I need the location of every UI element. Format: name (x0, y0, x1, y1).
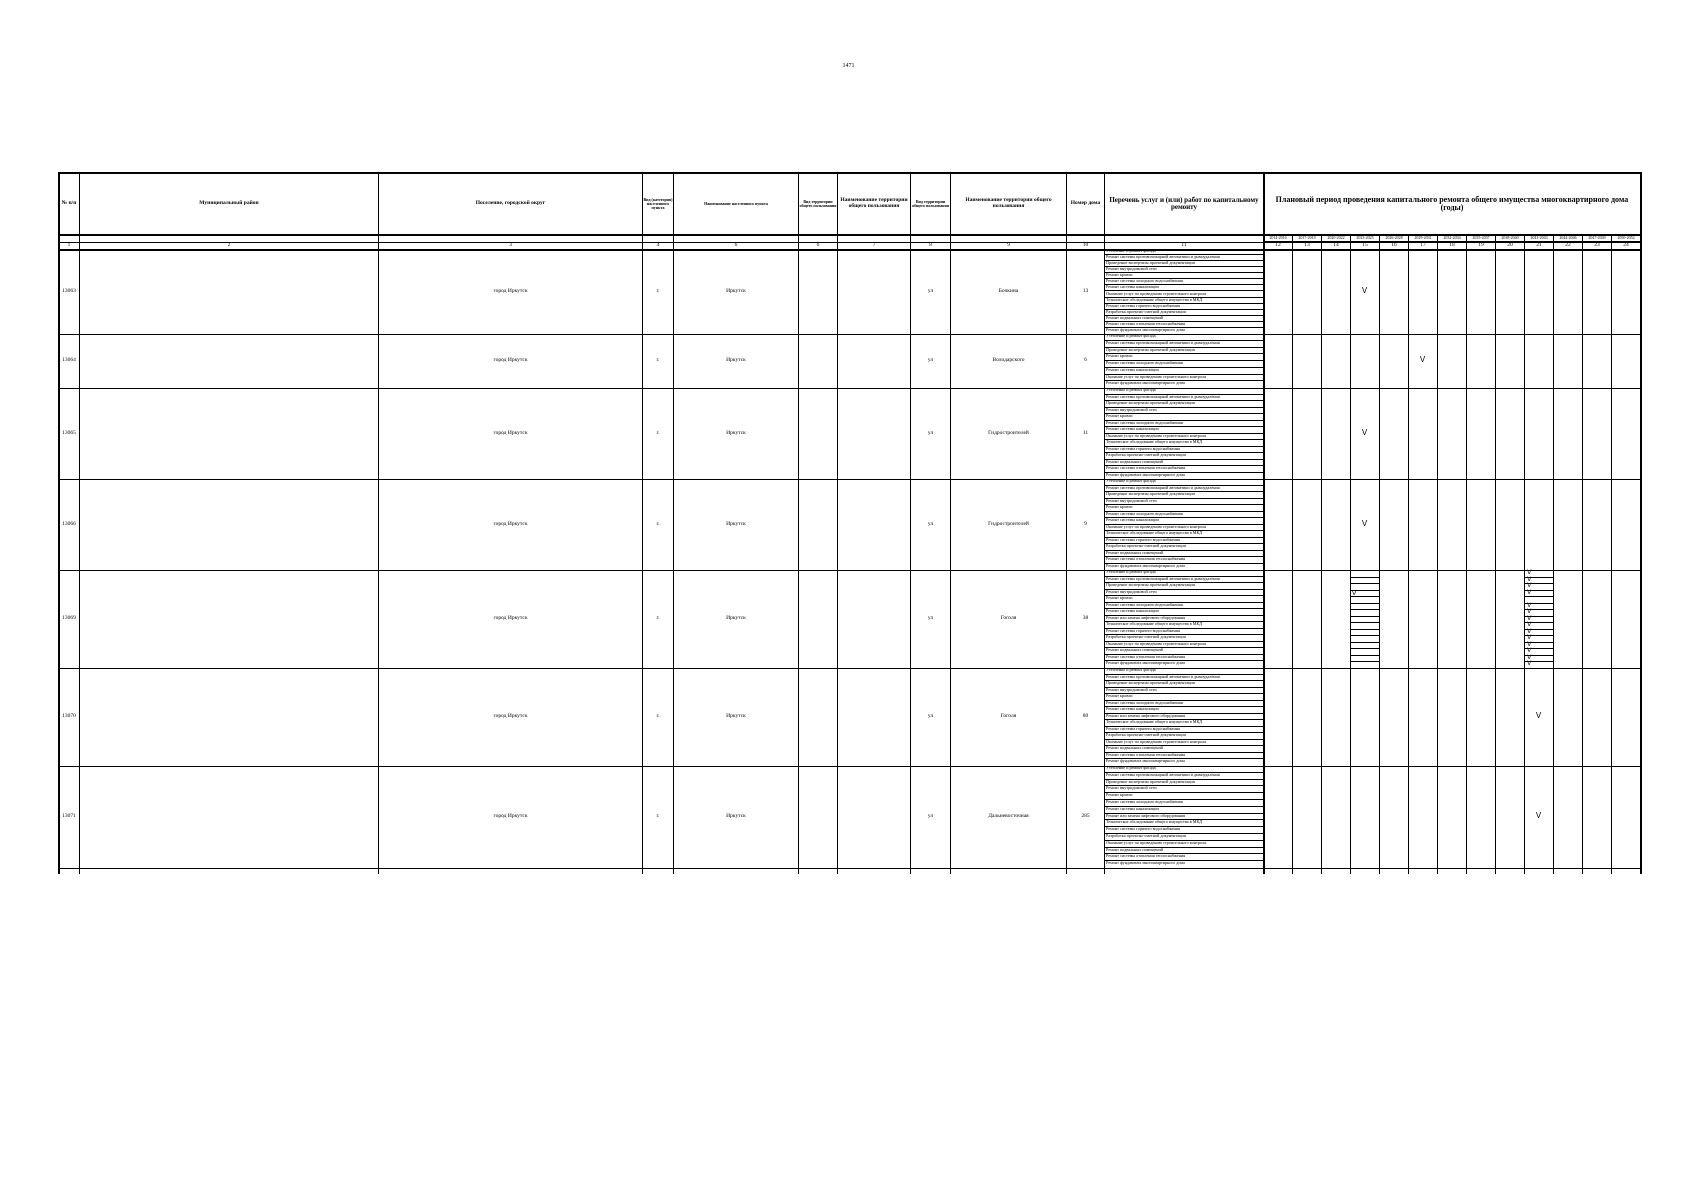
locality-name: Иркутск (726, 357, 746, 364)
schedule-mark: V (1527, 601, 1532, 609)
schedule-mark: V (1527, 627, 1532, 635)
work-item: Ремонт кровли (1105, 273, 1263, 279)
work-item: Ремонт фундамента многоквартирного дома (1106, 661, 1185, 666)
work-item: Ремонт подвальных помещений (1105, 648, 1263, 655)
work-item: Ремонт системы канализации (1105, 707, 1263, 714)
work-item: Оказание услуг по проведению строительного контроля (1105, 375, 1263, 382)
work-item: Ремонт системы отопления теплоснабжения (1105, 655, 1263, 662)
column-rule-19 (1495, 234, 1496, 874)
column-rule-17 (1437, 234, 1438, 874)
work-item: Техническое обследование общего имущества в МКД (1105, 720, 1263, 727)
work-item: Ремонт системы противопожарной автоматики и дымоудаления (1105, 486, 1263, 493)
work-item: Ремонт системы холодного водоснабжения (1105, 512, 1263, 519)
column-number: 19 (1478, 242, 1484, 248)
work-item: Проведение экспертизы проектной документации (1105, 261, 1263, 267)
work-item: Оказание услуг по проведению строительного контроля (1105, 642, 1263, 649)
sub-rule (1350, 661, 1379, 662)
street-name: Гоголя (1000, 713, 1017, 720)
work-item: Утепление и ремонт фасада (1105, 249, 1263, 255)
column-number: 15 (1362, 242, 1368, 248)
work-item: Разработка проектно-сметной документации (1105, 733, 1263, 740)
locality-type: г. (656, 615, 660, 622)
work-item: Ремонт фундамента многоквартирного дома (1106, 327, 1185, 332)
work-item: Техническое обследование общего имущества в МКД (1105, 298, 1263, 304)
work-item: Техническое обследование общего имущества в МКД (1105, 440, 1263, 447)
work-item: Разработка проектно-сметной документации (1105, 544, 1263, 551)
house-number: 9 (1084, 520, 1087, 527)
column-number: 12 (1275, 242, 1281, 248)
locality-type: г. (656, 813, 660, 820)
row-rule (58, 668, 1640, 669)
work-item: Ремонт системы канализации (1105, 609, 1263, 616)
header-col-works: Перечень услуг и (или) работ по капитальному ремонту (1109, 195, 1259, 211)
work-item: Ремонт кровли (1105, 505, 1263, 512)
year-label: 2020-2022 (1327, 235, 1345, 241)
column-rule-18 (1466, 234, 1467, 874)
column-rule-13 (1321, 234, 1322, 874)
work-item: Оказание услуг по проведению строительного контроля (1105, 740, 1263, 747)
work-item: Утепление и ремонт фасада (1105, 766, 1263, 773)
column-rule-21 (1553, 234, 1554, 874)
column-rule-22 (1582, 234, 1583, 874)
house-number: 11 (1082, 429, 1089, 436)
column-rule-20 (1524, 234, 1525, 874)
column-rule-16 (1408, 234, 1409, 874)
work-item: Ремонт системы горячего водоснабжения (1105, 538, 1263, 545)
work-item: Техническое обследование общего имущества в МКД (1105, 820, 1263, 827)
schedule-mark: V (1535, 711, 1542, 720)
work-item: Ремонт подвальных помещений (1105, 746, 1263, 753)
column-rule-5 (798, 172, 799, 874)
settlement-name: город Иркутск (493, 287, 528, 294)
header-col-type-street: Вид территории общего пользования (912, 198, 949, 208)
work-item: Ремонт системы холодного водоснабжения (1105, 279, 1263, 285)
sub-rule (1350, 622, 1379, 623)
street-name: Гоголя (1000, 615, 1017, 622)
house-number: 13 (1082, 287, 1089, 294)
column-number: 17 (1420, 242, 1426, 248)
work-item: Ремонт системы канализации (1105, 518, 1263, 525)
work-item: Ремонт системы горячего водоснабжения (1105, 827, 1263, 834)
work-item: Проведение экспертизы проектной документации (1105, 492, 1263, 499)
column-number: 14 (1333, 242, 1339, 248)
schedule-mark: V (1527, 588, 1532, 596)
work-item: Проведение экспертизы проектной документации (1105, 401, 1263, 408)
settlement-name: город Иркутск (493, 429, 528, 436)
column-number: 2 (227, 242, 231, 248)
schedule-mark: V (1527, 634, 1532, 642)
settlement-name: город Иркутск (493, 813, 528, 820)
year-label: 2041-2043 (1530, 235, 1548, 241)
street-type: ул (927, 287, 934, 294)
work-item: Проведение экспертизы проектной документации (1105, 780, 1263, 787)
row-rule (58, 479, 1640, 480)
work-item: Утепление и ремонт фасада (1105, 570, 1263, 577)
work-item: Ремонт системы противопожарной автоматики и дымоудаления (1105, 341, 1263, 348)
schedule-mark: V (1527, 608, 1532, 616)
settlement-name: город Иркутск (493, 357, 528, 364)
header-col-locality: Наименование населенного пункта (704, 200, 768, 206)
column-rule-23 (1611, 234, 1612, 874)
sub-rule (1350, 603, 1379, 604)
column-number: 8 (929, 242, 932, 248)
schedule-mark: V (1527, 582, 1532, 590)
year-label: 2035-2037 (1472, 235, 1490, 241)
street-type: ул (927, 713, 934, 720)
schedule-mark: V (1527, 653, 1532, 661)
row-rule (58, 868, 1640, 869)
work-item: Ремонт или замена лифтового оборудования (1105, 616, 1263, 623)
column-number: 1 (67, 242, 71, 248)
street-type: ул (927, 615, 934, 622)
locality-type: г. (656, 287, 660, 294)
column-number: 4 (656, 242, 660, 248)
street-name: Гидростроителей (988, 429, 1029, 436)
schedule-mark: V (1535, 811, 1542, 820)
work-item: Техническое обследование общего имущества в МКД (1105, 531, 1263, 538)
sub-rule (1350, 635, 1379, 636)
locality-name: Иркутск (726, 429, 746, 436)
work-item: Оказание услуг по проведению строительного контроля (1105, 292, 1263, 298)
work-item: Ремонт системы отопления теплоснабжения (1105, 466, 1263, 473)
column-rule-11 (1263, 172, 1265, 874)
row-rule (58, 766, 1640, 767)
schedule-mark: V (1361, 427, 1368, 437)
work-item: Разработка проектно-сметной документации (1105, 310, 1263, 316)
column-number: 6 (816, 242, 820, 248)
work-item: Ремонт системы отопления теплоснабжения (1105, 322, 1263, 328)
work-item: Ремонт внутридомовой сети (1105, 688, 1263, 695)
work-item: Ремонт системы противопожарной автоматики и дымоудаления (1105, 255, 1263, 261)
page-number: 1471 (842, 63, 855, 69)
street-name: Дальневосточная (988, 813, 1029, 820)
work-item: Ремонт системы холодного водоснабжения (1105, 800, 1263, 807)
work-item: Ремонт кровли (1105, 694, 1263, 701)
column-number: 22 (1565, 242, 1571, 248)
year-label: 2026-2028 (1385, 235, 1403, 241)
work-item: Ремонт или замена лифтового оборудования (1105, 714, 1263, 721)
work-item: Ремонт системы противопожарной автоматики и дымоудаления (1105, 395, 1263, 402)
header-col-type-territory: Вид территории общего пользования (799, 198, 837, 208)
column-rule-6 (837, 172, 838, 874)
header-col-territory: Наименование территории общего пользования (840, 197, 908, 209)
schedule-mark: V (1419, 355, 1426, 364)
work-item: Ремонт системы противопожарной автоматики и дымоудаления (1105, 773, 1263, 780)
work-item: Ремонт системы горячего водоснабжения (1105, 629, 1263, 636)
column-number: 16 (1391, 242, 1397, 248)
street-type: ул (927, 357, 934, 364)
work-item: Ремонт внутридомовой сети (1105, 786, 1263, 793)
sub-rule (1524, 596, 1553, 597)
header-col-no: № п/п (61, 200, 77, 207)
row-rule (58, 334, 1640, 335)
row-number: 13069 (62, 615, 76, 622)
work-item: Ремонт системы канализации (1105, 368, 1263, 375)
house-number: 6 (1084, 357, 1087, 364)
street-type: ул (927, 429, 934, 436)
schedule-mark: V (1527, 569, 1532, 576)
schedule-mark: V (1361, 285, 1368, 295)
work-item: Оказание услуг по проведению строительного контроля (1105, 434, 1263, 441)
column-rule-24 (1640, 172, 1642, 874)
year-label: 2047-2049 (1588, 235, 1606, 241)
schedule-mark: V (1352, 589, 1357, 597)
work-item: Ремонт системы канализации (1105, 807, 1263, 814)
locality-type: г. (656, 713, 660, 720)
work-item: Ремонт подвальных помещений (1105, 316, 1263, 322)
column-rule-12 (1292, 234, 1293, 874)
work-item: Ремонт системы холодного водоснабжения (1105, 603, 1263, 610)
row-rule (58, 388, 1640, 389)
work-item: Ремонт системы горячего водоснабжения (1105, 447, 1263, 454)
work-item: Ремонт системы холодного водоснабжения (1105, 361, 1263, 368)
row-number: 13071 (62, 813, 76, 820)
street-name: Володарского (992, 357, 1025, 364)
year-label: 2023-2025 (1356, 235, 1374, 241)
column-rule-1 (79, 172, 80, 874)
year-label: 2050-2052 (1617, 235, 1635, 241)
house-number: 80 (1082, 713, 1089, 720)
work-item: Ремонт системы противопожарной автоматики и дымоудаления (1105, 577, 1263, 584)
sub-rule (1350, 609, 1379, 610)
header-col-type-locality: Вид (категория) населенного пункта (643, 196, 673, 211)
sub-rule (1350, 629, 1379, 630)
house-number: 285 (1081, 813, 1090, 820)
schedule-mark: V (1527, 640, 1532, 648)
work-item: Ремонт кровли (1105, 793, 1263, 800)
street-type: ул (927, 813, 934, 820)
work-item: Разработка проектно-сметной документации (1105, 453, 1263, 460)
header-col-settlement: Поселение, городской округ (475, 200, 546, 207)
work-item: Ремонт фундамента многоквартирного дома (1106, 381, 1185, 386)
work-item: Ремонт внутридомовой сети (1105, 408, 1263, 415)
schedule-mark: V (1527, 614, 1532, 622)
sub-rule (1350, 642, 1379, 643)
house-number: 38 (1082, 615, 1089, 622)
column-number: 23 (1594, 242, 1600, 248)
row-number: 13064 (62, 357, 76, 364)
sub-rule (1350, 570, 1379, 571)
work-item: Ремонт подвальных помещений (1105, 460, 1263, 467)
sub-rule (1350, 577, 1379, 578)
year-label: 2038-2040 (1501, 235, 1519, 241)
work-item: Разработка проектно-сметной документации (1105, 834, 1263, 841)
work-item: Ремонт внутридомовой сети (1105, 499, 1263, 506)
header-col-period: Плановый период проведения капитального ремонта общего имущества многоквартирного дома (годы) (1275, 194, 1629, 212)
locality-type: г. (656, 520, 660, 527)
column-number: 13 (1304, 242, 1310, 248)
column-number: 6 (734, 242, 738, 248)
schedule-mark: V (1361, 518, 1368, 528)
locality-name: Иркутск (726, 713, 746, 720)
column-number: 18 (1449, 242, 1455, 248)
sub-rule (1350, 655, 1379, 656)
work-item: Ремонт кровли (1105, 354, 1263, 361)
work-item: Ремонт фундамента многоквартирного дома (1106, 759, 1185, 764)
street-name: Бочкина (998, 287, 1019, 294)
schedule-mark: V (1527, 647, 1532, 655)
locality-name: Иркутск (726, 813, 746, 820)
work-item: Ремонт системы канализации (1105, 285, 1263, 291)
column-rule-14 (1350, 234, 1351, 874)
work-item: Утепление и ремонт фасада (1105, 668, 1263, 675)
work-item: Ремонт внутридомовой сети (1105, 590, 1263, 597)
header-col-street: Наименование территории общего пользования (965, 197, 1052, 209)
settlement-name: город Иркутск (493, 713, 528, 720)
row-number: 13063 (62, 287, 76, 294)
row-rule (58, 570, 1640, 571)
work-item: Ремонт кровли (1105, 414, 1263, 421)
column-number: 10 (1082, 242, 1089, 248)
work-item: Ремонт внутридомовой сети (1105, 267, 1263, 273)
work-item: Ремонт подвальных помещений (1105, 848, 1263, 855)
work-item: Ремонт системы противопожарной автоматики и дымоудаления (1105, 675, 1263, 682)
sub-rule (1350, 583, 1379, 584)
work-item: Ремонт фундамента многоквартирного дома (1106, 861, 1185, 866)
work-item: Проведение экспертизы проектной документации (1105, 348, 1263, 355)
work-item: Ремонт кровли (1105, 596, 1263, 603)
locality-type: г. (656, 429, 660, 436)
work-item: Утепление и ремонт фасада (1105, 334, 1263, 341)
work-item: Ремонт или замена лифтового оборудования (1105, 814, 1263, 821)
column-rule-15 (1379, 234, 1380, 874)
work-item: Оказание услуг по проведению строительного контроля (1105, 525, 1263, 532)
schedule-mark: V (1527, 575, 1532, 583)
work-item: Ремонт системы отопления теплоснабжения (1105, 753, 1263, 760)
header-col-district: Муниципальный район (199, 200, 259, 207)
work-item: Ремонт системы холодного водоснабжения (1105, 421, 1263, 428)
year-label: 2029-2031 (1414, 235, 1432, 241)
row-number: 13070 (62, 713, 76, 720)
work-item: Разработка проектно-сметной документации (1105, 635, 1263, 642)
settlement-name: город Иркутск (493, 520, 528, 527)
column-number: 20 (1507, 242, 1513, 248)
work-item: Ремонт системы горячего водоснабжения (1105, 727, 1263, 734)
sub-rule (1350, 648, 1379, 649)
work-item: Проведение экспертизы проектной документации (1105, 681, 1263, 688)
street-name: Гидростроителей (988, 520, 1029, 527)
column-number: 24 (1623, 242, 1629, 248)
number-row-bottom (58, 249, 1640, 251)
work-item: Ремонт системы отопления теплоснабжения (1105, 854, 1263, 861)
locality-name: Иркутск (726, 520, 746, 527)
work-item: Ремонт фундамента многоквартирного дома (1106, 472, 1185, 477)
locality-type: г. (656, 357, 660, 364)
work-item: Проведение экспертизы проектной документации (1105, 583, 1263, 590)
work-item: Ремонт системы канализации (1105, 427, 1263, 434)
year-label: 2014-2016 (1269, 235, 1287, 241)
column-number: 11 (1181, 242, 1187, 248)
work-item: Ремонт системы холодного водоснабжения (1105, 701, 1263, 708)
row-number: 13066 (62, 520, 76, 527)
work-item: Оказание услуг по проведению строительного контроля (1105, 841, 1263, 848)
work-item: Ремонт системы отопления теплоснабжения (1105, 557, 1263, 564)
column-number: 21 (1536, 242, 1542, 248)
work-item: Техническое обследование общего имущества в МКД (1105, 622, 1263, 629)
settlement-name: город Иркутск (493, 615, 528, 622)
schedule-mark: V (1527, 660, 1532, 668)
column-number: 3 (509, 242, 512, 248)
year-label: 2017-2019 (1298, 235, 1316, 241)
work-item: Ремонт системы горячего водоснабжения (1105, 304, 1263, 310)
street-type: ул (927, 520, 934, 527)
locality-name: Иркутск (726, 287, 746, 294)
year-label: 2032-2034 (1443, 235, 1461, 241)
year-label: 2044-2046 (1559, 235, 1577, 241)
work-item: Утепление и ремонт фасада (1105, 479, 1263, 486)
sub-rule (1350, 616, 1379, 617)
column-number: 7 (872, 242, 876, 248)
work-item: Ремонт подвальных помещений (1105, 551, 1263, 558)
work-item: Ремонт фундамента многоквартирного дома (1106, 563, 1185, 568)
locality-name: Иркутск (726, 615, 746, 622)
schedule-mark: V (1527, 621, 1532, 629)
header-col-house: Номер дома (1070, 200, 1101, 207)
column-number: 9 (1007, 242, 1010, 248)
work-item: Утепление и ремонт фасада (1105, 388, 1263, 395)
row-number: 13065 (62, 429, 76, 436)
